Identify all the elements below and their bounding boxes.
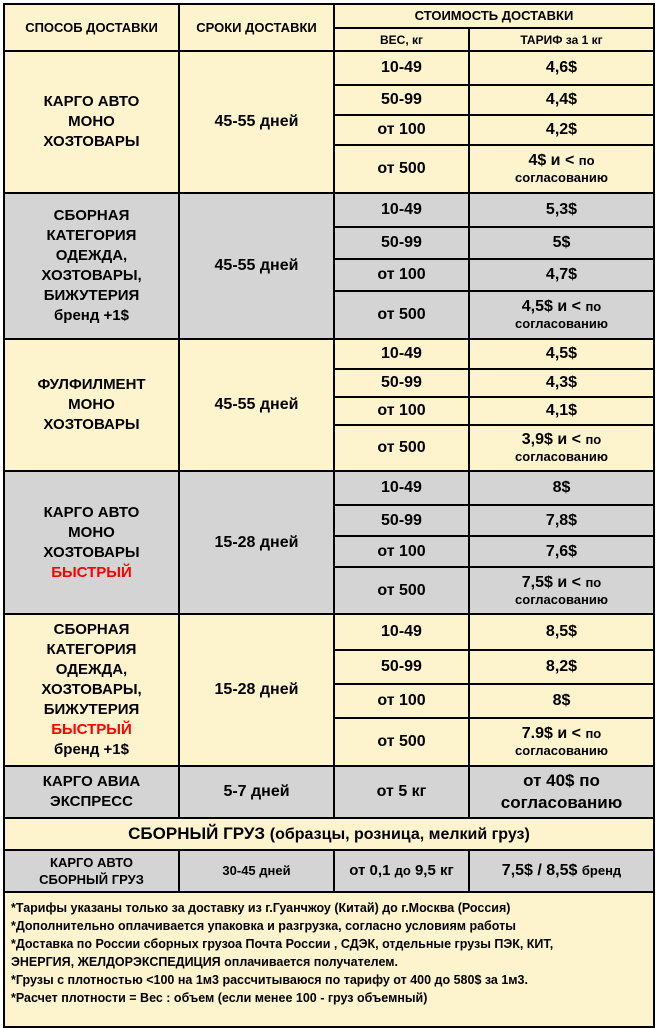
weight-cell: от 500 <box>334 425 469 471</box>
sborny-method <box>4 850 179 892</box>
method-line: КАТЕГОРИЯ <box>46 641 137 658</box>
rate-note: по <box>585 574 602 590</box>
sborny-term: 30-45 дней <box>179 850 334 892</box>
avia-rate <box>469 766 654 818</box>
group-2-term: 45-55 дней <box>179 193 334 339</box>
delivery-tariff-table <box>3 3 655 1028</box>
weight-cell: от 500 <box>334 291 469 339</box>
group-4-method <box>4 471 179 614</box>
rate-note: по <box>585 299 602 314</box>
rate-cell: 4,5$ <box>469 339 654 369</box>
fast-label: БЫСТРЫЙ <box>51 563 132 581</box>
note-line: *Тарифы указаны только за доставку из г.Гуанчжоу (Китай) до г.Москва (Россия) <box>11 901 511 915</box>
rate-main: от 40$ по <box>523 771 600 790</box>
avia-method <box>4 766 179 818</box>
note-line: *Дополнительно оплачивается упаковка и разгрузка, согласно условиям работы <box>11 919 516 933</box>
rate-cell: 8$ <box>469 684 654 718</box>
rate-cell: 4,1$ <box>469 397 654 425</box>
rate-note: бренд <box>581 863 622 878</box>
method-line: КАТЕГОРИЯ <box>46 227 137 244</box>
group-3-method <box>4 339 179 471</box>
weight-from: от 0,1 <box>349 862 391 879</box>
method-line: ХОЗТОВАРЫ <box>43 543 140 561</box>
method-line: ФУЛФИЛМЕНТ <box>37 376 146 393</box>
notes-row <box>4 892 654 1027</box>
rate-cell: 4,3$ <box>469 369 654 397</box>
weight-cell: от 100 <box>334 397 469 425</box>
weight-cell: от 500 <box>334 145 469 193</box>
method-line: СБОРНЫЙ ГРУЗ <box>39 872 144 887</box>
avia-row <box>4 766 654 818</box>
rate-note: по <box>585 432 602 447</box>
weight-cell: 50-99 <box>334 369 469 397</box>
banner-subtitle: (образцы, розница, мелкий груз) <box>269 825 530 843</box>
weight-cell: от 100 <box>334 115 469 145</box>
table-row <box>4 193 654 227</box>
weight-cell: 50-99 <box>334 505 469 536</box>
method-line: ХОЗТОВАРЫ <box>43 133 140 150</box>
rate-cell <box>469 291 654 339</box>
group-1-term: 45-55 дней <box>179 51 334 193</box>
rate-note: согласованию <box>515 316 608 331</box>
rate-main: 7,5$ / 8,5$ <box>501 862 578 879</box>
rate-cell: 4,6$ <box>469 51 654 85</box>
sborny-rate <box>469 850 654 892</box>
rate-cell: 4,2$ <box>469 115 654 145</box>
note-line: ЭНЕРГИЯ, ЖЕЛДОРЭКСПЕДИЦИЯ оплачивается получателем. <box>11 955 398 969</box>
group-1-method <box>4 51 179 193</box>
method-line: ХОЗТОВАРЫ, <box>41 267 142 284</box>
note-line: *Грузы с плотностью <100 на 1м3 рассчитываюся по тарифу от 400 до 580$ за 1м3. <box>11 973 528 987</box>
sborny-banner <box>4 818 654 850</box>
weight-cell: 50-99 <box>334 650 469 684</box>
avia-weight: от 5 кг <box>334 766 469 818</box>
method-line: БИЖУТЕРИЯ <box>43 287 140 304</box>
method-line: СБОРНАЯ <box>53 207 130 224</box>
weight-cell: 50-99 <box>334 227 469 259</box>
group-5-term: 15-28 дней <box>179 614 334 766</box>
rate-note: согласованию <box>515 743 608 758</box>
rate-cell: 8,5$ <box>469 614 654 650</box>
method-line: КАРГО АВТО <box>43 93 140 110</box>
rate-cell: 7,6$ <box>469 536 654 567</box>
weight-mid: до <box>394 863 411 878</box>
weight-cell: 10-49 <box>334 614 469 650</box>
method-line: МОНО <box>68 396 115 413</box>
method-line: МОНО <box>68 113 115 130</box>
weight-cell: 10-49 <box>334 193 469 227</box>
rate-note: по <box>578 153 595 168</box>
notes-block <box>4 892 654 1027</box>
rate-main: 4$ и < <box>528 152 575 169</box>
method-line: КАРГО АВТО <box>43 503 140 521</box>
method-line: ОДЕЖДА, <box>55 247 128 264</box>
header-method: СПОСОБ ДОСТАВКИ <box>4 4 179 51</box>
method-line: бренд +1$ <box>54 307 129 324</box>
header-row <box>4 4 654 28</box>
method-line: ХОЗТОВАРЫ, <box>41 681 142 698</box>
rate-cell: 8,2$ <box>469 650 654 684</box>
weight-cell: от 100 <box>334 536 469 567</box>
weight-cell: от 500 <box>334 718 469 766</box>
rate-cell <box>469 567 654 614</box>
method-line: БИЖУТЕРИЯ <box>43 701 140 718</box>
rate-cell <box>469 425 654 471</box>
rate-cell: 4,7$ <box>469 259 654 291</box>
sborny-weight <box>334 850 469 892</box>
rate-cell: 5$ <box>469 227 654 259</box>
method-line: бренд +1$ <box>54 741 129 758</box>
weight-cell: от 500 <box>334 567 469 614</box>
weight-to: 9,5 кг <box>414 862 454 879</box>
table-row <box>4 614 654 650</box>
method-line: ОДЕЖДА, <box>55 661 128 678</box>
rate-cell: 5,3$ <box>469 193 654 227</box>
table-row <box>4 471 654 505</box>
rate-cell <box>469 718 654 766</box>
group-3-term: 45-55 дней <box>179 339 334 471</box>
rate-cell: 7,8$ <box>469 505 654 536</box>
header-cost: СТОИМОСТЬ ДОСТАВКИ <box>334 4 654 28</box>
rate-cell <box>469 145 654 193</box>
sborny-row <box>4 850 654 892</box>
weight-cell: 10-49 <box>334 339 469 369</box>
table-row <box>4 51 654 85</box>
weight-cell: 10-49 <box>334 471 469 505</box>
method-line: МОНО <box>68 523 115 541</box>
fast-label: БЫСТРЫЙ <box>51 721 132 738</box>
header-tariff: ТАРИФ за 1 кг <box>469 28 654 51</box>
group-5-method <box>4 614 179 766</box>
rate-cell: 4,4$ <box>469 85 654 115</box>
rate-main: 7,5$ и < <box>521 573 581 591</box>
rate-note: согласованию <box>515 449 608 464</box>
rate-note: согласованию <box>500 793 623 812</box>
header-term: СРОКИ ДОСТАВКИ <box>179 4 334 51</box>
rate-cell: 8$ <box>469 471 654 505</box>
weight-cell: 10-49 <box>334 51 469 85</box>
rate-main: 7.9$ и < <box>521 725 581 742</box>
note-line: *Доставка по России сборных грузоа Почта России , СДЭК, отдельные грузы ПЭК, КИТ, <box>11 937 554 951</box>
group-4-term: 15-28 дней <box>179 471 334 614</box>
rate-main: 3,9$ и < <box>521 431 581 448</box>
method-line: СБОРНАЯ <box>53 621 130 638</box>
rate-note: по <box>585 726 602 741</box>
method-line: КАРГО АВИА <box>42 773 141 790</box>
weight-cell: от 100 <box>334 259 469 291</box>
avia-term: 5-7 дней <box>179 766 334 818</box>
rate-main: 4,5$ и < <box>521 298 581 315</box>
weight-cell: 50-99 <box>334 85 469 115</box>
rate-note: согласованию <box>515 170 608 185</box>
method-line: ЭКСПРЕСС <box>50 793 133 810</box>
method-line: ХОЗТОВАРЫ <box>43 416 140 433</box>
banner-title: СБОРНЫЙ ГРУЗ <box>128 823 266 843</box>
group-2-method <box>4 193 179 339</box>
rate-note: согласованию <box>515 591 608 607</box>
weight-cell: от 100 <box>334 684 469 718</box>
banner-row <box>4 818 654 850</box>
header-weight: ВЕС, кг <box>334 28 469 51</box>
table-row <box>4 339 654 369</box>
note-line: *Расчет плотности = Вес : объем (если менее 100 - груз объемный) <box>11 991 428 1005</box>
method-line: КАРГО АВТО <box>50 855 133 870</box>
